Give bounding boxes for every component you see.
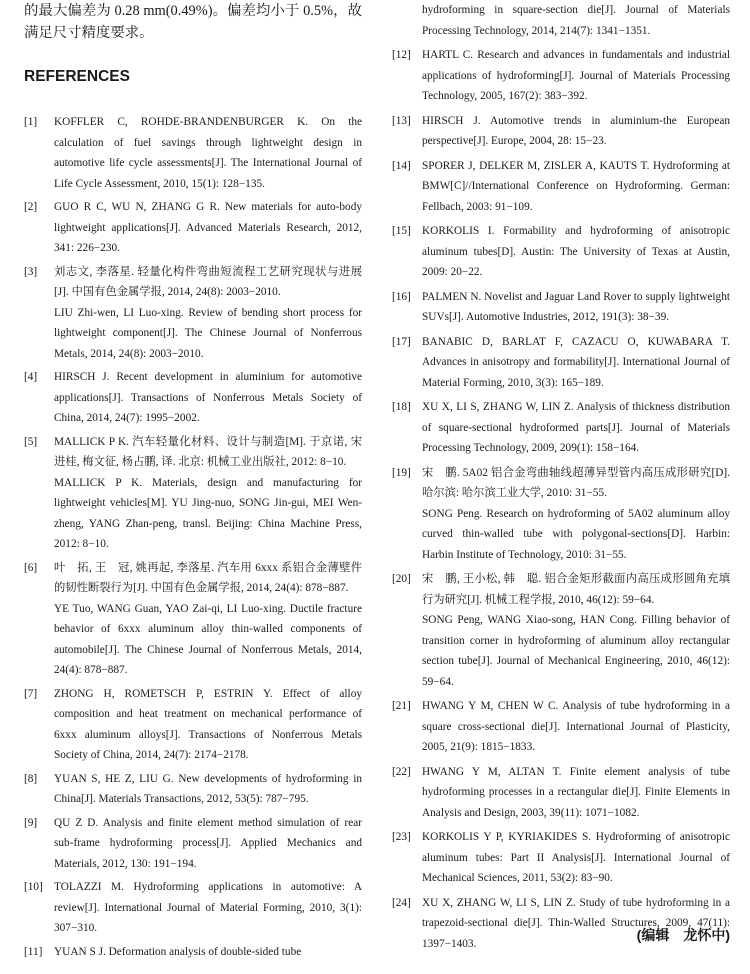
- reference-text: HWANG Y M, CHEN W C. Analysis of tube hydroforming in a square cross-sectional die[J]. International Journal of Plasticity, 2005, 21(9): 1815−1833.: [422, 700, 730, 753]
- reference-text: 刘志文, 李落星. 轻量化构件弯曲短流程工艺研究现状与进展[J]. 中国有色金属学报, 2014, 24(8): 2003−2010.: [54, 265, 362, 298]
- reference-number: [11]: [24, 945, 43, 958]
- reference-text: hydroforming in square-section die[J]. Journal of Materials Processing Technology, 2014, 214(7): 1341−1351.: [422, 4, 730, 37]
- reference-text: MALLICK P K. Materials, design and manufacturing for lightweight vehicles[M]. YU Jing-nuo, SONG Jin-gui, MEI Wen-zheng, YANG Zhan-peng, transl. Beijing: China Machine Press, 2012: 8−10.: [54, 476, 362, 550]
- editor-note: (编辑 龙怀中): [636, 927, 730, 943]
- reference-text: XU X, LI S, ZHANG W, LIN Z. Analysis of thickness distribution of square-sectional hydroformed parts[J]. Journal of Materials Processing Technology, 2009, 209(1): 158−164.: [422, 401, 730, 454]
- reference-number: [3]: [24, 265, 38, 278]
- reference-item: [24, 432, 362, 555]
- reference-number: [21]: [392, 700, 411, 712]
- reference-number: [7]: [24, 687, 38, 700]
- reference-number: [5]: [24, 435, 38, 448]
- reference-item: [392, 696, 730, 758]
- reference-item: [392, 762, 730, 824]
- reference-number: [24]: [392, 896, 411, 909]
- reference-text: XU X, ZHANG W, LI S, LIN Z. Study of tube hydroforming in a trapezoid-sectional die[J]. Thin-Walled Structures, 2009, 47(11): 1397−1403.: [422, 896, 730, 950]
- reference-item: [392, 156, 730, 218]
- reference-number: [2]: [24, 201, 38, 213]
- reference-text: MALLICK P K. 汽车轻量化材料、设计与制造[M]. 于京诺, 宋进桂, 梅文征, 杨占鹏, 译. 北京: 机械工业出版社, 2012: 8−10.: [54, 435, 362, 468]
- reference-number: [10]: [24, 881, 43, 893]
- reference-item: [392, 287, 730, 328]
- reference-text: TOLAZZI M. Hydroforming applications in automotive: A review[J]. International Journal of Material Forming, 2010, 3(1): 307−310.: [54, 881, 362, 934]
- reference-item: [392, 463, 730, 566]
- reference-text: QU Z D. Analysis and finite element method simulation of rear sub-frame hydroforming process[J]. Applied Mechanics and Materials, 2012, 130: 191−194.: [54, 816, 362, 870]
- reference-text: LIU Zhi-wen, LI Luo-xing. Review of bending short process for lightweight component[J]. The Chinese Journal of Nonferrous Metals, 2014, 24(8): 2003−2010.: [54, 306, 362, 360]
- reference-item: [392, 221, 730, 283]
- reference-item: [24, 813, 362, 875]
- reference-number: [1]: [24, 116, 38, 128]
- reference-number: [12]: [392, 49, 411, 61]
- reference-item: [24, 877, 362, 939]
- reference-item: [392, 569, 730, 692]
- reference-number: [9]: [24, 816, 38, 829]
- reference-number: [16]: [392, 290, 411, 303]
- reference-item: [392, 45, 730, 107]
- reference-item: [392, 111, 730, 152]
- reference-item: [24, 942, 362, 963]
- reference-item: [392, 397, 730, 459]
- reference-number: [14]: [392, 159, 411, 172]
- reference-text: BANABIC D, BARLAT F, CAZACU O, KUWABARA T. Advances in anisotropy and formability[J]. International Journal of Material Forming, 2010, 3(3): 165−189.: [422, 335, 730, 389]
- reference-text: PALMEN N. Novelist and Jaguar Land Rover to supply lightweight SUVs[J]. Automotive Industries, 2012, 191(3): 38−39.: [422, 290, 730, 323]
- left-column: [24, 0, 362, 965]
- reference-number: [8]: [24, 772, 38, 785]
- reference-item: [392, 332, 730, 394]
- reference-text: HARTL C. Research and advances in fundamentals and industrial applications of hydroforming[J]. Journal of Materials Processing Technology, 2005, 167(2): 383−392.: [422, 49, 730, 102]
- right-column: [392, 0, 730, 958]
- reference-number: [19]: [392, 466, 411, 479]
- reference-text: ZHONG H, ROMETSCH P, ESTRIN Y. Effect of alloy composition and heat treatment on mechanical performance of 6xxx aluminum alloys[J]. Transactions of Nonferrous Metals Society of China, 2014, 24(7): 2174−2178.: [54, 687, 362, 761]
- reference-item: [24, 558, 362, 681]
- reference-item: [392, 827, 730, 889]
- reference-number: [15]: [392, 225, 411, 237]
- reference-item: [392, 0, 730, 41]
- reference-number: [20]: [392, 573, 411, 585]
- reference-text: GUO R C, WU N, ZHANG G R. New materials for auto-body lightweight applications[J]. Advanced Materials Research, 2012, 341: 226−230.: [54, 201, 362, 254]
- reference-item: [24, 684, 362, 766]
- reference-text: KORKOLIS Y P, KYRIAKIDES S. Hydroforming of anisotropic aluminum tubes: Part II Analysis[J]. International Journal of Mechanical Sciences, 2011, 53(2): 83−90.: [422, 831, 730, 884]
- reference-text: HIRSCH J. Automotive trends in aluminium-the European perspective[J]. Europe, 2004, 28: 15−23.: [422, 114, 730, 147]
- reference-item: [24, 367, 362, 429]
- reference-text: KORKOLIS I. Formability and hydroforming of anisotropic aluminum tubes[D]. Austin: The University of Texas at Austin, 2009: 20−22.: [422, 225, 730, 278]
- reference-text: 宋 鹏. 5A02 铝合金弯曲轴线超薄异型管内高压成形研究[D]. 哈尔滨: 哈尔滨工业大学, 2010: 31−55.: [422, 466, 730, 499]
- reference-text: YUAN S, HE Z, LIU G. New developments of hydroforming in China[J]. Materials Transactions, 2012, 53(5): 787−795.: [54, 772, 362, 805]
- right-reference-list: [392, 0, 730, 954]
- reference-text: YUAN S J. Deformation analysis of double-sided tube: [54, 945, 302, 958]
- reference-text: SONG Peng, WANG Xiao-song, HAN Cong. Filling behavior of transition corner in hydroforming of aluminum alloy rectangular section tube[J]. Journal of Mechanical Engineering, 2010, 46(12): 59−64.: [422, 614, 730, 688]
- reference-number: [23]: [392, 831, 411, 843]
- reference-number: [13]: [392, 114, 411, 127]
- reference-item: [24, 262, 362, 365]
- reference-text: SPORER J, DELKER M, ZISLER A, KAUTS T. Hydroforming at BMW[C]//International Conference on Hydroforming. German: Fellbach, 2003: 91−109.: [422, 159, 730, 213]
- reference-number: [22]: [392, 765, 411, 778]
- reference-item: [24, 769, 362, 810]
- reference-number: [6]: [24, 561, 38, 574]
- reference-text: YE Tuo, WANG Guan, YAO Zai-qi, LI Luo-xing. Ductile fracture behavior of 6xxx aluminum alloy thin-walled components of automobile[J]. The Chinese Journal of Nonferrous Metals, 2014, 24(4): 878−887.: [54, 602, 362, 676]
- reference-item: [24, 197, 362, 259]
- references-heading: REFERENCES: [24, 68, 130, 85]
- reference-text: 宋 鹏, 王小松, 韩 聪. 铝合金矩形截面内高压成形圆角充填行为研究[J]. 机械工程学报, 2010, 46(12): 59−64.: [422, 573, 730, 606]
- left-reference-list: [24, 112, 362, 962]
- reference-number: [4]: [24, 371, 38, 383]
- reference-item: [24, 112, 362, 194]
- reference-text: SONG Peng. Research on hydroforming of 5A02 aluminum alloy curved thin-walled tube with polygonal-sections[D]. Harbin: Harbin Institute of Technology, 2010: 31−55.: [422, 507, 730, 561]
- intro-paragraph: 的最大偏差为 0.28 mm(0.49%)。偏差均小于 0.5%，故满足尺寸精度要求。: [24, 3, 362, 41]
- reference-text: 叶 拓, 王 冠, 姚再起, 李落星. 汽车用 6xxx 系铝合金薄壁件的韧性断裂行为[J]. 中国有色金属学报, 2014, 24(4): 878−887.: [54, 561, 362, 594]
- reference-number: [18]: [392, 401, 411, 413]
- reference-text: KOFFLER C, ROHDE-BRANDENBURGER K. On the calculation of fuel savings through lightweight design in automotive life cycle assessments[J]. The International Journal of Life Cycle Assessment, 2010, 15(1): 128−135.: [54, 116, 362, 190]
- reference-text: HIRSCH J. Recent development in aluminium for automotive applications[J]. Transactions of Nonferrous Metals Society of China, 2014, 24(7): 1995−2002.: [54, 371, 362, 424]
- reference-number: [17]: [392, 335, 411, 348]
- reference-text: HWANG Y M, ALTAN T. Finite element analysis of tube hydroforming processes in a rectangular die[J]. Finite Elements in Analysis and Design, 2003, 39(11): 1071−1082.: [422, 765, 730, 819]
